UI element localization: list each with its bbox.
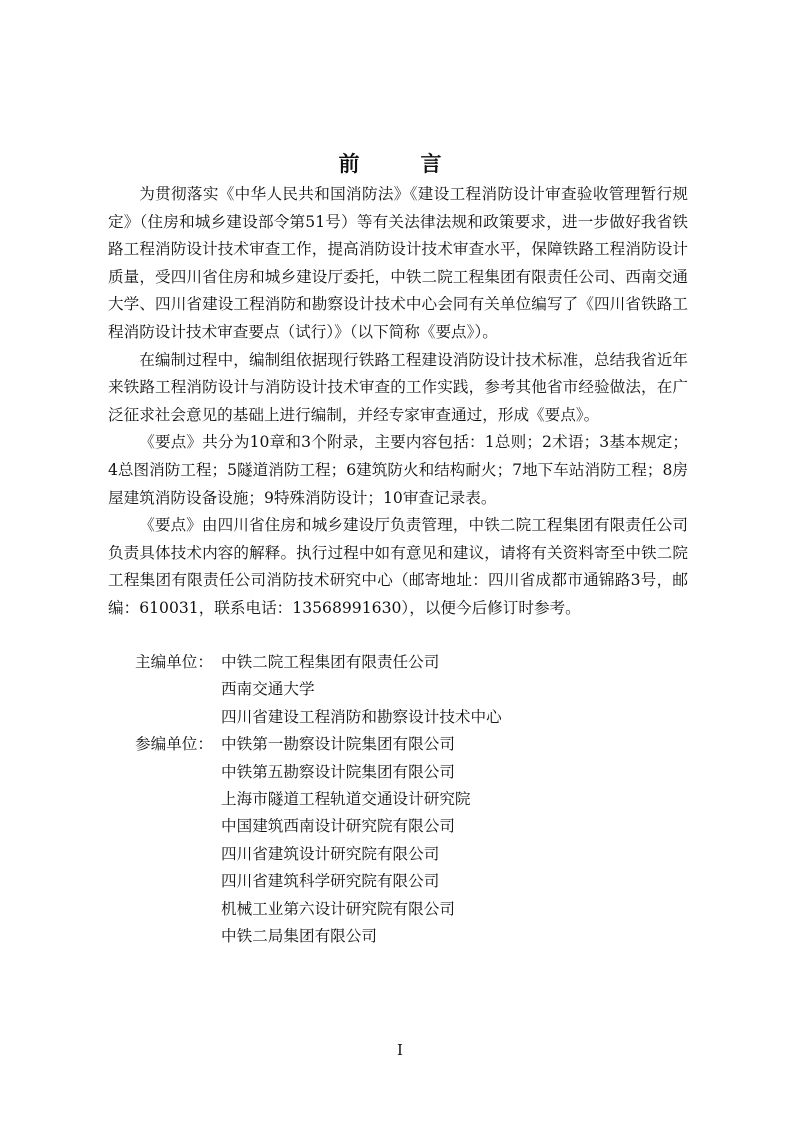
participant-unit: 中铁二局集团有限公司	[221, 927, 377, 946]
chief-units-label: 主编单位：	[135, 653, 213, 671]
page-number: I	[397, 1041, 403, 1059]
participant-unit: 上海市隧道工程轨道交通设计研究院	[221, 790, 471, 809]
chief-unit: 中铁二院工程集团有限责任公司	[221, 653, 440, 671]
chief-unit: 四川省建设工程消防和勘察设计技术中心	[221, 707, 502, 726]
participant-unit-row	[135, 868, 502, 895]
participant-unit-row	[135, 759, 502, 786]
participant-unit-row	[135, 813, 502, 840]
participant-unit-row	[135, 786, 502, 813]
participant-unit: 机械工业第六设计研究院有限公司	[221, 899, 455, 918]
chief-unit-row	[135, 649, 502, 676]
page-title: 前 言	[338, 151, 462, 176]
participant-unit: 四川省建筑设计研究院有限公司	[221, 844, 440, 863]
participant-unit-row	[135, 896, 502, 923]
participant-unit-row	[135, 731, 502, 758]
participant-unit: 中铁第五勘察设计院集团有限公司	[221, 762, 455, 781]
chief-unit-row	[135, 704, 502, 731]
participant-unit: 四川省建筑科学研究院有限公司	[221, 872, 440, 891]
paragraph: 为贯彻落实《中华人民共和国消防法》《建设工程消防设计审查验收管理暂行规定》（住房和城乡建设部令第51号）等有关法律法规和政策要求，进一步做好我省铁路工程消防设计技术审查工作，提高消防设计技术审查水平，保障铁路工程消防设计质量，受四川省住房和城乡建设厅委托，中铁二院工程集团有限责任公司、西南交通大学、四川省建设工程消防和勘察设计技术中心会同有关单位编写了《四川省铁路工程消防设计技术审查要点（试行）》（以下简称《要点》）。	[108, 185, 688, 341]
chief-unit: 西南交通大学	[221, 680, 315, 699]
participant-unit: 中国建筑西南设计研究院有限公司	[221, 817, 455, 836]
paragraph: 《要点》由四川省住房和城乡建设厅负责管理，中铁二院工程集团有限责任公司负责具体技术内容的解释。执行过程中如有意见和建议，请将有关资料寄至中铁二院工程集团有限责任公司消防技术研究中心（邮寄地址：四川省成都市通锦路3号，邮编：610031，联系电话：13568991630），以便今后修订时参考。	[108, 516, 688, 617]
preface-body	[108, 181, 688, 623]
paragraph: 《要点》共分为10章和3个附录，主要内容包括：1总则；2术语；3基本规定；4总图消防工程；5隧道消防工程；6建筑防火和结构耐火；7地下车站消防工程；8房屋建筑消防设备设施；9特殊消防设计；10审查记录表。	[108, 433, 688, 507]
organizations-list	[135, 649, 502, 950]
participant-unit: 中铁第一勘察设计院集团有限公司	[221, 735, 455, 754]
paragraph: 在编制过程中，编制组依据现行铁路工程建设消防设计技术标准，总结我省近年来铁路工程消防设计与消防设计技术审查的工作实践，参考其他省市经验做法，在广泛征求社会意见的基础上进行编制，并经专家审查通过，形成《要点》。	[108, 350, 688, 424]
participant-unit-row	[135, 923, 502, 950]
participant-units-label: 参编单位：	[135, 735, 213, 754]
participant-unit-row	[135, 841, 502, 868]
chief-unit-row	[135, 676, 502, 703]
